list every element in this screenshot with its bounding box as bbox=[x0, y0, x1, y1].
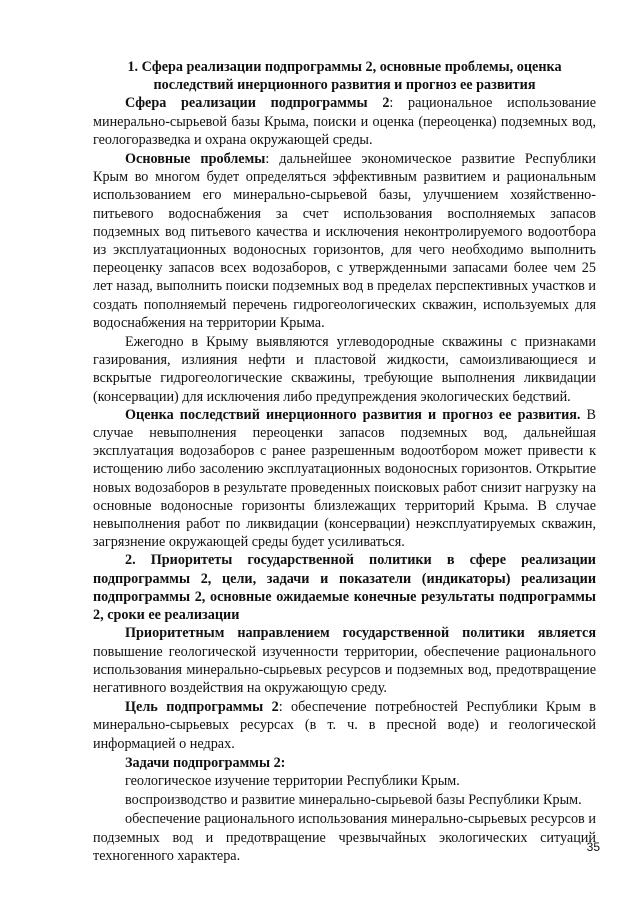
task-item-1: геологическое изучение территории Республики Крым. bbox=[125, 772, 460, 789]
scope-label: Сфера реализации подпрограммы 2 bbox=[125, 95, 390, 112]
tasks-heading bbox=[93, 754, 596, 772]
scope-paragraph bbox=[93, 94, 596, 149]
goal-label: Цель подпрограммы 2 bbox=[125, 699, 279, 716]
goal-paragraph bbox=[93, 698, 596, 753]
section-2-heading: 2. Приоритеты государственной политики в сфере реализации подпрограммы 2, цели, задачи и показатели (индикаторы) реализации подпрограммы 2, основные ожидаемые конечные результаты подпрограммы 2, сроки ее реализации bbox=[93, 552, 596, 624]
section-1-heading: 1. Сфера реализации подпрограммы 2, основные проблемы, оценка последствий инерционного развития и прогноз ее развития bbox=[127, 59, 562, 94]
forecast-label: Оценка последствий инерционного развития и прогноз ее развития. bbox=[125, 406, 581, 423]
scope-text: : рациональное использование минерально-сырьевой базы Крыма, поиски и оценка (переоценка) подземных вод, геологоразведка и охрана окружающей среды. bbox=[93, 95, 596, 148]
task-item-3: обеспечение рационального использования минерально-сырьевых ресурсов и подземных вод и предотвращение чрезвычайных экологических ситуаций техногенного характера. bbox=[93, 811, 596, 864]
wells-paragraph: Ежегодно в Крыму выявляются углеводородные скважины с признаками газирования, излияния нефти и пластовой жидкости, самоизливающиеся и вскрытые гидрогеологические скважины, требующие выполнения ликвидации (консервации) для исключения либо предупреждения экологических бедствий. bbox=[93, 334, 596, 405]
document-body bbox=[93, 58, 596, 865]
forecast-paragraph bbox=[93, 406, 596, 552]
goal-text: : обеспечение потребностей Республики Крым в минерально-сырьевых ресурсах (в т. ч. в пресной воде) и геологической информацией о недрах. bbox=[93, 699, 597, 752]
priority-label: Приоритетным направлением государственной политики является bbox=[125, 625, 596, 642]
task-item-2: воспроизводство и развитие минерально-сырьевой базы Республики Крым. bbox=[125, 792, 582, 809]
problems-label: Основные проблемы bbox=[125, 151, 266, 168]
problems-text: : дальнейшее экономическое развитие Республики Крым во многом будет определяться эффективным развитием и рациональным использованием его минерально-сырьевой базы, улучшением хозяйственно-питьевого водоснабжения за счет использования восполняемых запасов подземных вод питьевого качества и исключения неконтролируемого водоотбора из эксплуатационных водоносных горизонтов, для чего необходимо выполнить переоценку запасов всех водозаборов, с утвержденными запасами более чем 25 лет назад, выполнить поиски подземных вод в пределах перспективных участков и создать пополняемый перечень гидрогеологических скважин, используемых для водоснабжения на территории Крыма. bbox=[93, 151, 597, 331]
tasks-label: Задачи подпрограммы 2: bbox=[125, 754, 286, 771]
priority-text: повышение геологической изученности территории, обеспечение рационального использования минерально-сырьевых ресурсов и подземных вод, предотвращение негативного воздействия на окружающую среду. bbox=[93, 643, 596, 696]
forecast-text: В случае невыполнения переоценки запасов подземных вод, дальнейшая эксплуатация водозаборов с ранее разрешенным водоотбором может привести к истощению либо засолению эксплуатационных водоносных горизонтов. Открытие новых водозаборов в результате проведенных поисковых работ снизит нагрузку на основные водоносные горизонты близлежащих территорий Крыма. В случае невыполнения работ по ликвидации (консервации) неэксплуатируемых скважин, загрязнение окружающей среды будет усиливаться. bbox=[93, 406, 596, 551]
page-number: 35 bbox=[586, 840, 600, 854]
priority-paragraph bbox=[93, 624, 596, 697]
problems-paragraph bbox=[93, 150, 596, 332]
